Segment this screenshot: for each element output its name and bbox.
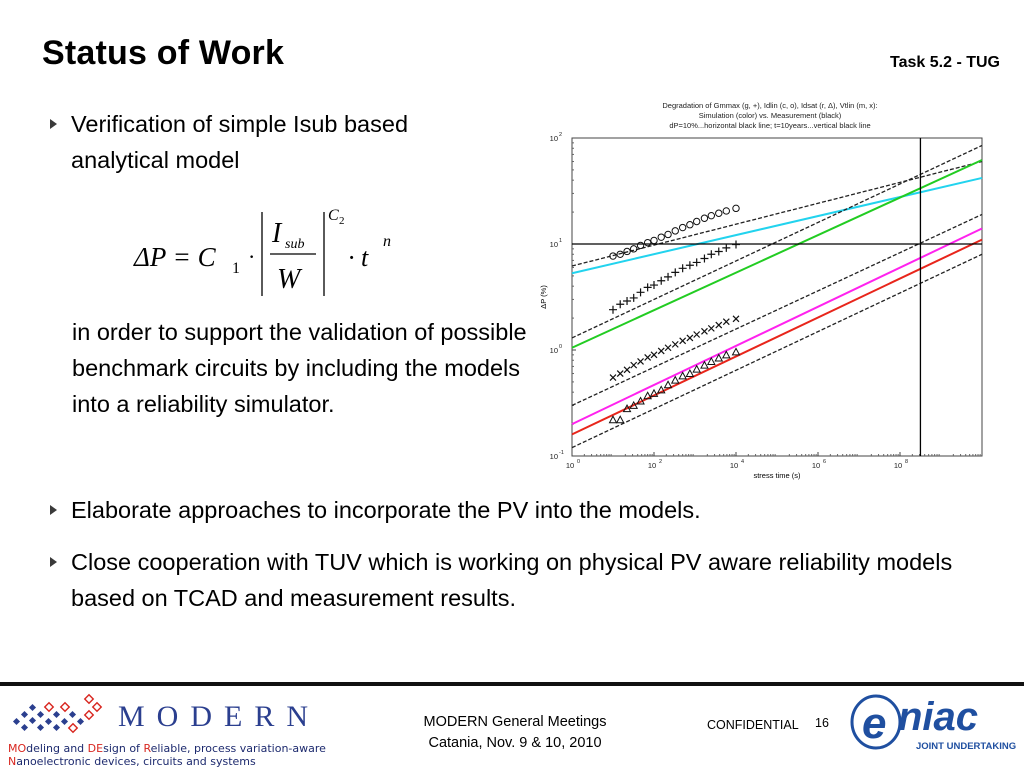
x-tick-exponent: 0 bbox=[577, 459, 581, 465]
formula-exponent-subscript: 2 bbox=[339, 215, 345, 227]
modern-tagline bbox=[8, 742, 326, 768]
eniac-sub: JOINT UNDERTAKING bbox=[916, 741, 1017, 752]
tagline-text: deling and bbox=[26, 742, 88, 755]
x-tick-label: 10 bbox=[811, 461, 821, 470]
y-tick-label: 10 bbox=[549, 240, 558, 249]
x-tick-label: 10 bbox=[565, 461, 575, 470]
tagline-accent: DE bbox=[87, 742, 104, 755]
meeting-date: Catania, Nov. 9 & 10, 2010 bbox=[428, 735, 602, 751]
tagline-accent: R bbox=[143, 742, 151, 755]
chart-title bbox=[662, 101, 877, 130]
y-tick-exponent: -1 bbox=[559, 450, 564, 456]
chart-svg bbox=[530, 96, 990, 480]
formula-lhs: ΔP = C bbox=[134, 242, 216, 272]
x-tick-exponent: 4 bbox=[741, 459, 745, 465]
formula-tail-exponent: n bbox=[383, 233, 391, 250]
formula-dot: · bbox=[248, 244, 256, 269]
degradation-chart bbox=[530, 96, 990, 480]
eniac-logo bbox=[846, 692, 1018, 758]
bullet-elaborate bbox=[50, 492, 950, 528]
formula-numerator-subscript: sub bbox=[285, 237, 305, 252]
bullet-cooperation bbox=[50, 544, 970, 616]
eniac-word: niac bbox=[898, 695, 979, 739]
bullet-text: Elaborate approaches to incorporate the PV into the models. bbox=[71, 497, 701, 523]
x-tick-exponent: 8 bbox=[905, 459, 909, 465]
y-tick-exponent: 0 bbox=[559, 344, 563, 350]
footer-divider bbox=[0, 682, 1024, 686]
tagline-text: sign of bbox=[103, 742, 144, 755]
meeting-title: MODERN General Meetings bbox=[423, 714, 607, 730]
slide-title: Status of Work bbox=[42, 34, 285, 72]
degradation-formula bbox=[134, 204, 404, 300]
tagline-accent: N bbox=[8, 755, 17, 768]
chart-title-line: dP=10%...horizontal black line; t=10years...vertical black line bbox=[669, 121, 871, 130]
tagline-text: anoelectronic devices, circuits and systems bbox=[16, 755, 256, 768]
formula-exponent: C bbox=[328, 207, 339, 224]
bullet-text: Close cooperation with TUV which is working on physical PV aware reliability models based on TCAD and measurement results. bbox=[71, 549, 953, 611]
y-tick-exponent: 1 bbox=[559, 238, 563, 244]
tagline-text: eliable, process variation-aware bbox=[150, 742, 326, 755]
bullet-arrow-icon bbox=[50, 557, 57, 567]
formula-c1-subscript: 1 bbox=[232, 260, 240, 277]
task-label: Task 5.2 - TUG bbox=[890, 54, 1000, 71]
bullet-verification bbox=[50, 106, 510, 178]
chart-title-line: Simulation (color) vs. Measurement (black) bbox=[698, 111, 842, 120]
page-number: 16 bbox=[815, 716, 829, 730]
modern-logo-word: MODERN bbox=[118, 700, 321, 733]
x-tick-label: 10 bbox=[893, 461, 903, 470]
formula-numerator: I bbox=[272, 218, 282, 249]
meeting-info bbox=[390, 712, 640, 754]
bullet-arrow-icon bbox=[50, 505, 57, 515]
formula-tail: · t bbox=[348, 243, 369, 272]
y-tick-label: 10 bbox=[549, 134, 558, 143]
tagline-accent: MO bbox=[8, 742, 27, 755]
bullet-continuation: in order to support the validation of possible benchmark circuits by including the models into a reliability simulator. bbox=[72, 319, 527, 417]
formula-denominator: W bbox=[277, 264, 301, 295]
x-tick-label: 10 bbox=[647, 461, 657, 470]
x-tick-label: 10 bbox=[729, 461, 739, 470]
bullet-arrow-icon bbox=[50, 119, 57, 129]
x-tick-exponent: 6 bbox=[823, 459, 827, 465]
confidential-label: CONFIDENTIAL bbox=[707, 718, 799, 732]
y-axis-label: ΔP (%) bbox=[539, 285, 548, 309]
modern-tagline-line1 bbox=[8, 742, 326, 755]
eniac-e: e bbox=[862, 699, 887, 748]
chart-title-line: Degradation of Gmmax (g, +), Idlin (c, o), Idsat (r, Δ), Vtlin (m, x): bbox=[662, 101, 878, 110]
x-tick-exponent: 2 bbox=[659, 459, 663, 465]
modern-logo-icon bbox=[10, 692, 102, 736]
y-tick-label: 10 bbox=[549, 346, 558, 355]
bullet-text: Verification of simple Isub based analytical model bbox=[71, 111, 409, 173]
y-tick-label: 10 bbox=[549, 452, 558, 461]
x-axis-label: stress time (s) bbox=[753, 471, 801, 480]
modern-tagline-line2 bbox=[8, 755, 326, 768]
y-tick-exponent: 2 bbox=[559, 132, 563, 138]
